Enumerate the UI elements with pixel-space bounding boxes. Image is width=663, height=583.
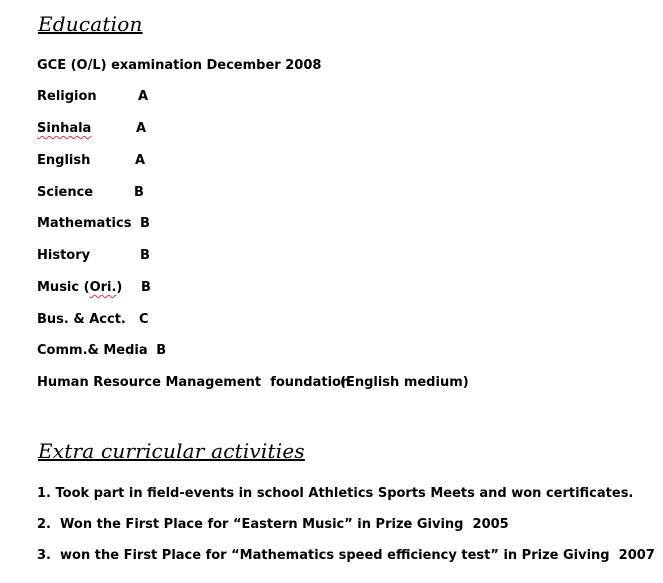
subject-grade: B [134, 185, 144, 200]
subject-row-comm-media [37, 343, 166, 359]
subject-grade: B [140, 248, 150, 263]
squiggle-mark: Ori. [89, 280, 117, 295]
extra-curricular-heading: Extra curricular activities [38, 439, 305, 463]
subject-row-history [37, 248, 150, 264]
subject-name: Mathematics [37, 216, 132, 231]
subject-name: History [37, 248, 91, 263]
activity-item-1: 1. Took part in field-events in school Athletics Sports Meets and won certificates. [37, 486, 634, 501]
subject-grade: C [139, 312, 149, 327]
subject-row-mathematics [37, 216, 150, 232]
exam-title: GCE (O/L) examination December 2008 [37, 58, 322, 73]
hrm-medium: (English medium) [340, 375, 469, 390]
subject-grade: A [138, 89, 149, 104]
subject-name: Science [37, 185, 94, 200]
education-heading: Education [38, 12, 143, 36]
subject-grade: B [141, 280, 151, 295]
subject-row-english [37, 153, 146, 169]
subject-grade: B [140, 216, 150, 231]
subject-name: Religion [37, 89, 97, 104]
hrm-course: Human Resource Management foundation [37, 375, 351, 390]
hrm-row [37, 375, 469, 391]
subject-row-science [37, 185, 144, 201]
activity-item-2: 2. Won the First Place for “Eastern Music” in Prize Giving 2005 [37, 517, 509, 532]
subject-name: Music (Ori.) [37, 280, 123, 295]
subject-grade: B [156, 343, 167, 358]
subject-grade: A [135, 153, 146, 168]
subject-name: Bus. & Acct. [37, 312, 126, 327]
subject-row-sinhala [37, 121, 147, 137]
subject-name: English [37, 153, 91, 168]
subject-row-religion [37, 89, 149, 105]
subject-grade: A [136, 121, 147, 136]
subject-row-music [37, 280, 151, 296]
subject-row-business [37, 312, 149, 328]
subject-name: Sinhala [37, 121, 92, 136]
subject-name: Comm.& Media [37, 343, 148, 358]
activity-item-3: 3. won the First Place for “Mathematics speed efficiency test” in Prize Giving 2007 [37, 548, 655, 563]
